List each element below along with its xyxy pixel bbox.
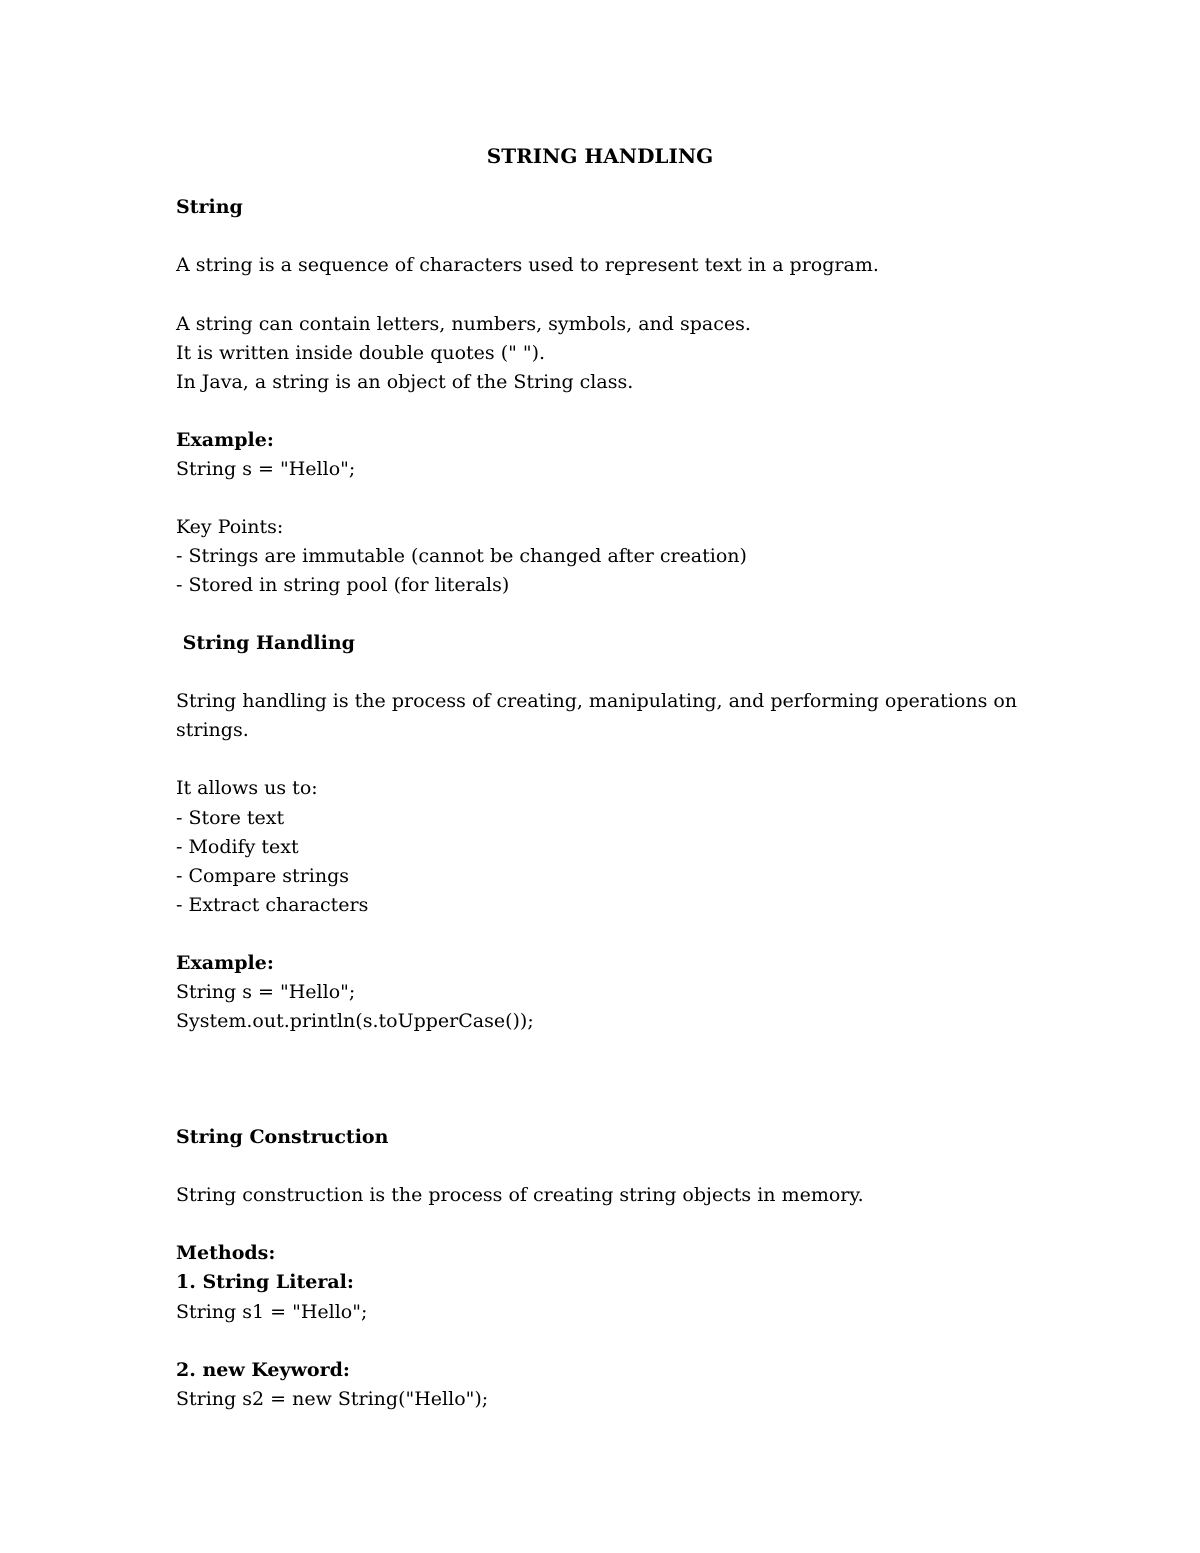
method-heading: 2. new Keyword: [176, 1359, 350, 1381]
heading-string-construction: String Construction [176, 1126, 389, 1148]
paragraph-line: String construction is the process of creating string objects in memory. [176, 1184, 864, 1206]
paragraph-line: String handling is the process of creating, manipulating, and performing operations on [176, 690, 1018, 712]
list-item: - Stored in string pool (for literals) [176, 574, 510, 596]
example-label: Example: [176, 952, 274, 974]
methods-label: Methods: [176, 1242, 276, 1264]
code-line: String s = "Hello"; [176, 458, 356, 480]
paragraph-line: In Java, a string is an object of the String class. [176, 371, 634, 393]
list-item: - Compare strings [176, 865, 350, 887]
paragraph-line: A string is a sequence of characters used to represent text in a program. [176, 254, 879, 276]
list-item: - Store text [176, 807, 285, 829]
code-line: String s1 = "Hello"; [176, 1301, 368, 1323]
heading-string-handling: String Handling [176, 632, 355, 654]
example-label: Example: [176, 429, 274, 451]
list-item: - Strings are immutable (cannot be changed after creation) [176, 545, 747, 567]
key-points-label: Key Points: [176, 516, 284, 538]
paragraph-line: A string can contain letters, numbers, symbols, and spaces. [176, 313, 751, 335]
list-item: - Modify text [176, 836, 299, 858]
code-line: System.out.println(s.toUpperCase()); [176, 1010, 534, 1032]
document-title: STRING HANDLING [486, 144, 714, 168]
list-item: - Extract characters [176, 894, 369, 916]
heading-string: String [176, 196, 243, 218]
code-line: String s2 = new String("Hello"); [176, 1388, 489, 1410]
paragraph-line: strings. [176, 719, 249, 741]
method-heading: 1. String Literal: [176, 1271, 354, 1293]
code-line: String s = "Hello"; [176, 981, 356, 1003]
paragraph-line: It is written inside double quotes (" "). [176, 342, 546, 364]
paragraph-line: It allows us to: [176, 777, 318, 799]
